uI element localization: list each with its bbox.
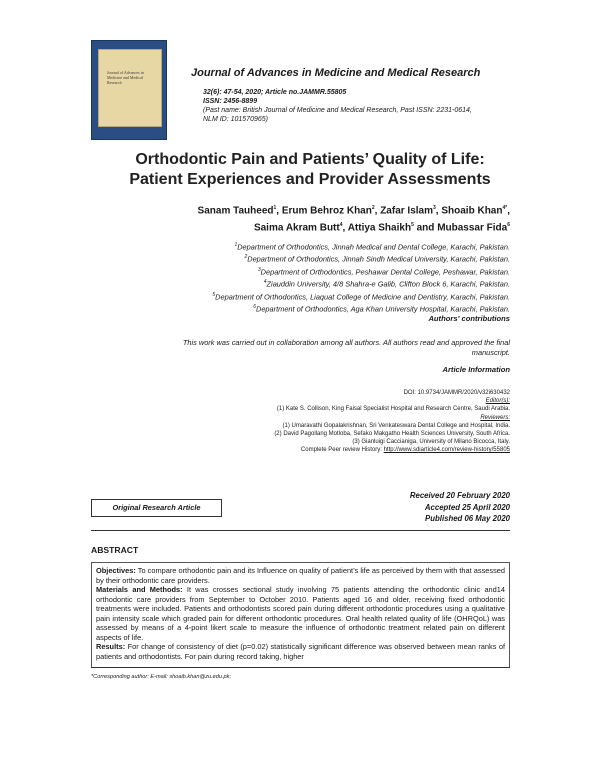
divider-bottom bbox=[91, 667, 510, 668]
author-sup: 5 bbox=[411, 222, 414, 229]
author-sep: , bbox=[507, 205, 510, 217]
author-line-1 bbox=[100, 201, 510, 218]
author-list bbox=[100, 201, 510, 236]
author-sup: 3 bbox=[433, 205, 436, 211]
journal-cover-image bbox=[91, 40, 167, 140]
author-sep: , bbox=[342, 222, 348, 234]
author-sup: 2 bbox=[371, 205, 375, 211]
contributions-line-1: This work was carried out in collaboration among all authors. All authors read and approved the final bbox=[182, 338, 510, 347]
journal-issn: ISSN: 2456-8899 bbox=[203, 98, 258, 105]
reviewer-entry: (2) David Pagollang Motloba, Sefako Makgatho Health Sciences University, South Africa. bbox=[274, 431, 510, 438]
divider-top bbox=[91, 530, 510, 531]
abstract-methods bbox=[96, 585, 505, 642]
journal-meta bbox=[203, 88, 472, 124]
author-sep: and bbox=[413, 222, 438, 234]
affiliation-sup: 3 bbox=[257, 266, 261, 273]
author-name: Shoaib Khan bbox=[441, 205, 503, 217]
author-sup: 4* bbox=[502, 205, 508, 211]
author-name: Sanam Tauheed bbox=[197, 205, 274, 217]
journal-nlm-id: NLM ID: 101570965) bbox=[203, 116, 268, 123]
contributions-text bbox=[90, 338, 510, 358]
author-name: Attiya Shaikh bbox=[347, 222, 412, 234]
author-sup: 1 bbox=[273, 205, 277, 211]
abstract-box bbox=[91, 562, 510, 668]
abstract-objectives-text: To compare orthodontic pain and its Influence on quality of patient’s life as perceived by them with that assessed by their orthodontic care providers. bbox=[96, 566, 505, 585]
article-info-heading: Article Information bbox=[442, 365, 510, 374]
abstract-objectives-label: Objectives: bbox=[96, 566, 136, 575]
affiliation bbox=[90, 277, 510, 289]
article-type-badge: Original Research Article bbox=[91, 499, 222, 517]
affiliation-text: Department of Orthodontics, Jinnah Sindh Medical University, Karachi, Pakistan. bbox=[247, 254, 510, 264]
author-sep: , bbox=[276, 205, 282, 217]
affiliation-text: Department of Orthodontics, Peshawar Dental College, Peshawar, Pakistan. bbox=[260, 267, 510, 277]
affiliation-text: Department of Orthodontics, Aga Khan University Hospital, Karachi, Pakistan. bbox=[255, 304, 510, 314]
journal-past-name: (Past name: British Journal of Medicine and Medical Research, Past ISSN: 2231-0614, bbox=[203, 107, 472, 114]
received-date: Received 20 February 2020 bbox=[409, 491, 510, 500]
doi: DOI: 10.9734/JAMMR/2020/v32i630432 bbox=[403, 390, 510, 396]
journal-name: Journal of Advances in Medicine and Medical Research bbox=[191, 67, 481, 79]
cover-title-text: Journal of Advances in Medicine and Medical Research bbox=[107, 70, 144, 85]
affiliations bbox=[90, 240, 510, 315]
abstract-methods-text: It was crosses sectional study involving 75 patients attending the orthodontic clinic and14 orthodontic care providers from September to October 2010. Patients aged 16 and older, receiving fixed orthodontic treatments were included. Patients and orthodontists scored pain during different orthodontic procedures using a qualitative pain intensity scale which graded pain for different orthodontic procedures. Oral health related quality of life (OHRQoL) was assessed by means of a 4-point likert scale to measure the influence of orthodontic treatment related pain on different aspects of life. bbox=[96, 585, 505, 642]
author-sup: 6 bbox=[507, 222, 510, 229]
affiliation-sup: 6 bbox=[253, 304, 256, 311]
author-name: Erum Behroz Khan bbox=[281, 205, 372, 217]
author-name: Mubassar Fida bbox=[437, 222, 508, 234]
contributions-line-2: manuscript. bbox=[471, 348, 510, 357]
article-info bbox=[90, 389, 510, 455]
reviewers-label: Reviewers: bbox=[480, 414, 510, 421]
affiliation bbox=[90, 290, 510, 302]
published-date: Published 06 May 2020 bbox=[425, 514, 510, 523]
article-title bbox=[100, 150, 520, 190]
peer-review-history-label: Complete Peer review History: bbox=[300, 447, 384, 454]
journal-issue: 32(6): 47-54, 2020; Article no.JAMMR.55805 bbox=[203, 89, 347, 96]
article-title-line-1: Orthodontic Pain and Patients’ Quality of Life: bbox=[135, 151, 485, 168]
affiliation-text: Ziauddin University, 4/8 Shahra-e Galib, Clifton Block 6, Karachi, Pakistan. bbox=[266, 279, 510, 289]
abstract-heading: ABSTRACT bbox=[91, 545, 139, 555]
accepted-date: Accepted 25 April 2020 bbox=[424, 502, 510, 512]
affiliation-sup: 5 bbox=[212, 291, 216, 298]
corresponding-author-footnote: *Corresponding author: E-mail: shoaib.khan@zu.edu.pk; bbox=[91, 674, 232, 680]
contributions-heading: Authors’ contributions bbox=[428, 314, 510, 323]
author-name: Saima Akram Butt bbox=[253, 222, 340, 234]
affiliation bbox=[90, 265, 510, 277]
abstract-results-label: Results: bbox=[96, 642, 126, 651]
author-line-2 bbox=[100, 218, 510, 235]
peer-review-history bbox=[90, 446, 510, 454]
affiliation-sup: 4 bbox=[263, 279, 267, 286]
editor-entry: (1) Kate S. Collison, King Faisal Specialist Hospital and Research Centre, Saudi Arabia. bbox=[276, 406, 510, 413]
author-name: Zafar Islam bbox=[380, 205, 434, 217]
article-title-line-2: Patient Experiences and Provider Assessments bbox=[129, 171, 491, 188]
author-sep: , bbox=[435, 205, 442, 217]
author-sup: 4 bbox=[339, 222, 343, 229]
affiliation-text: Department of Orthodontics, Jinnah Medical and Dental College, Karachi, Pakistan. bbox=[237, 242, 510, 252]
reviewer-entry: (3) Gianluigi Caccianiga, University of Milano Bicocca, Italy. bbox=[352, 439, 510, 446]
editors-label: Editor(s): bbox=[485, 398, 510, 405]
author-sep: , bbox=[374, 205, 381, 217]
cover-panel bbox=[98, 49, 162, 127]
affiliation-sup: 1 bbox=[234, 242, 238, 248]
reviewer-entry: (1) Umaravathi Gopalakrishnan, Sri Venkateswara Dental College and Hospital, India. bbox=[282, 422, 510, 429]
affiliation bbox=[90, 302, 510, 314]
abstract-objectives bbox=[96, 566, 505, 585]
peer-review-history-link[interactable]: http://www.sdiarticle4.com/review-history/55805 bbox=[383, 447, 510, 454]
abstract-results bbox=[96, 642, 505, 661]
abstract-methods-label: Materials and Methods: bbox=[96, 585, 183, 594]
affiliation-sup: 2 bbox=[244, 254, 248, 261]
affiliation-text: Department of Orthodontics, Liaquat College of Medicine and Dentistry, Karachi, Pakistan. bbox=[215, 292, 510, 302]
abstract-results-text: For change of consistency of diet (p=0.02) statistically significant difference was observed between mean ranks of patients and orthodontists. For pain during record taking, higher bbox=[96, 642, 505, 661]
affiliation bbox=[90, 252, 510, 264]
publication-dates bbox=[410, 490, 510, 525]
affiliation bbox=[90, 240, 510, 252]
